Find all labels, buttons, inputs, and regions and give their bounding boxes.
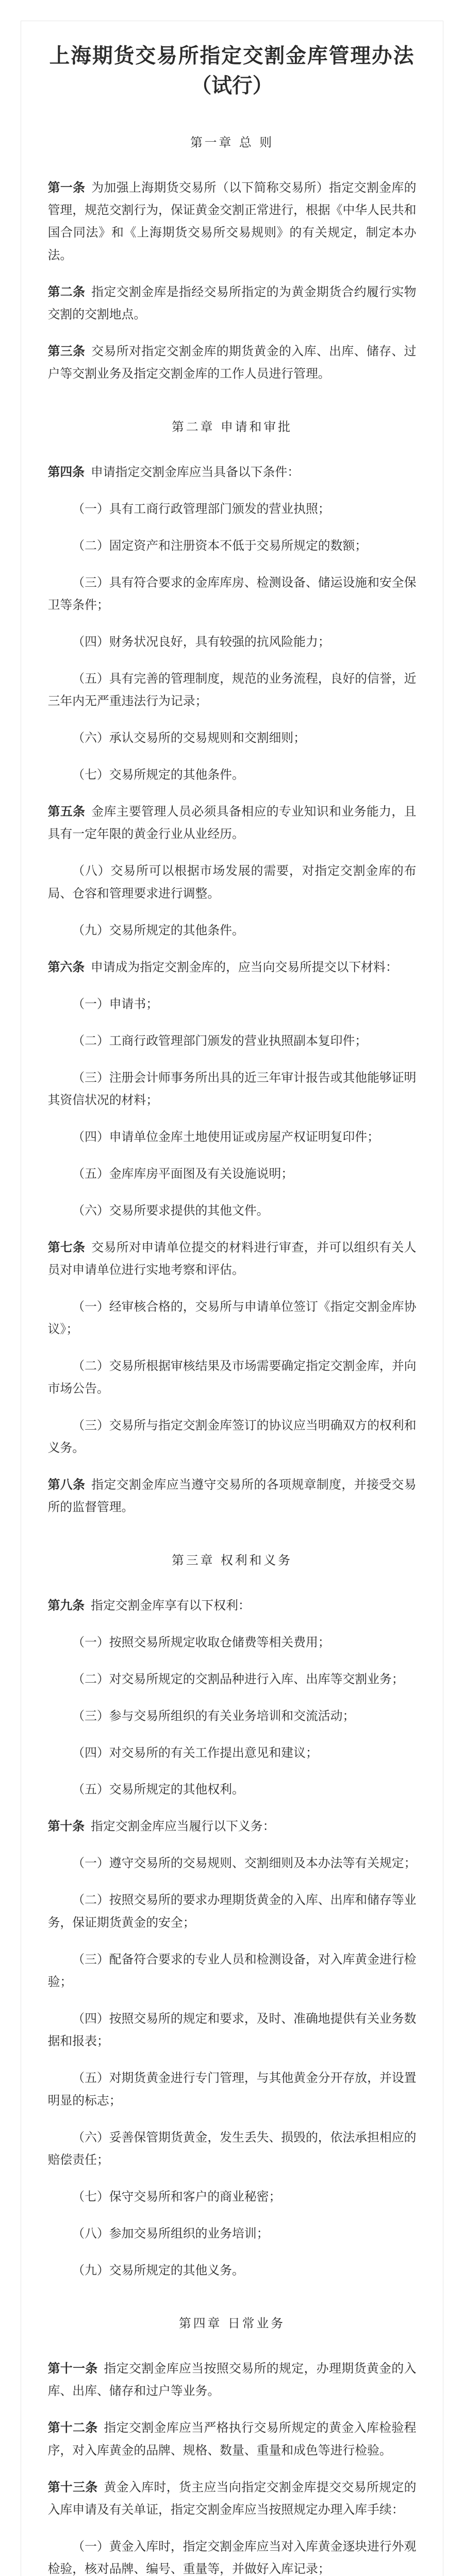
- clause-paragraph: [48, 1414, 417, 1459]
- clause-paragraph: [48, 859, 417, 904]
- article-text: （六）妥善保管期货黄金，发生丢失、损毁的，依法承担相应的赔偿责任；: [47, 2130, 417, 2167]
- clause-paragraph: [48, 1778, 417, 1801]
- article-paragraph: [48, 2476, 417, 2521]
- article-number: 第一条: [47, 180, 86, 195]
- document-subtitle: （试行）: [191, 73, 273, 98]
- clause-paragraph: [48, 1948, 417, 1993]
- article-text: （一）遵守交易所的交易规则、交割细则及本办法等有关规定；: [72, 1856, 417, 1871]
- clause-paragraph: [48, 2535, 417, 2576]
- clause-paragraph: [48, 1199, 417, 1222]
- article-text: （七）交易所规定的其他条件。: [72, 767, 244, 782]
- article-text: （四）财务状况良好，具有较强的抗风险能力；: [72, 634, 330, 649]
- clause-paragraph: [48, 2007, 417, 2052]
- clause-paragraph: [48, 2126, 417, 2171]
- article-text: （三）参与交易所组织的有关业务培训和交流活动；: [72, 1708, 355, 1723]
- clause-paragraph: [48, 1295, 417, 1340]
- article-text: （三）交易所与指定交割金库签订的协议应当明确双方的权利和义务。: [47, 1418, 417, 1455]
- article-number: 第八条: [47, 1477, 86, 1492]
- chapter-heading: 第四章 日常业务: [178, 2316, 286, 2331]
- article-paragraph: [48, 176, 417, 266]
- clause-paragraph: [48, 1029, 417, 1052]
- article-text: 交易所对申请单位提交的材料进行审查，并可以组织有关人员对申请单位进行实地考察和评估。: [47, 1240, 417, 1277]
- article-text: （五）具有完善的管理制度，规范的业务流程，良好的信誉，近三年内无严重违法行为记录；: [47, 671, 417, 708]
- article-paragraph: [48, 461, 417, 483]
- article-text: （三）注册会计师事务所出具的近三年审计报告或其他能够证明其资信状况的材料；: [47, 1070, 417, 1107]
- clause-paragraph: [48, 1852, 417, 1874]
- article-text: 交易所对指定交割金库的期货黄金的入库、出库、储存、过户等交割业务及指定交割金库的工作人员进行管理。: [47, 344, 417, 381]
- article-text: （一）经审核合格的，交易所与申请单位签订《指定交割金库协议》；: [47, 1299, 417, 1336]
- clause-paragraph: [48, 534, 417, 557]
- document-title: 上海期货交易所指定交割金库管理办法: [49, 43, 415, 68]
- article-text: （一）黄金入库时，指定交割金库应当对入库黄金逐块进行外观检验，核对品牌、编号、重量等，并做好入库记录；: [47, 2539, 417, 2576]
- clause-paragraph: [48, 1668, 417, 1690]
- article-text: 指定交割金库是指经交易所指定的为黄金期货合约履行实物交割的交割地点。: [47, 284, 417, 322]
- article-text: （七）保守交易所和客户的商业秘密；: [72, 2189, 281, 2204]
- article-text: （二）按照交易所的要求办理期货黄金的入库、出库和储存等业务，保证期货黄金的安全；: [47, 1892, 417, 1930]
- article-text: （三）具有符合要求的金库库房、检测设备、储运设施和安全保卫等条件；: [47, 575, 417, 612]
- article-number: 第十三条: [47, 2479, 98, 2495]
- article-text: 指定交割金库应当严格执行交易所规定的黄金入库检验程序，对入库黄金的品牌、规格、数量、重量和成色等进行检验。: [47, 2420, 417, 2458]
- clause-paragraph: [48, 498, 417, 520]
- article-text: （六）交易所要求提供的其他文件。: [72, 1203, 269, 1218]
- clause-paragraph: [48, 571, 417, 616]
- article-paragraph: [48, 1236, 417, 1281]
- article-number: 第六条: [47, 959, 85, 974]
- article-text: （六）承认交易所的交易规则和交割细则；: [72, 731, 306, 745]
- article-number: 第十一条: [47, 2361, 98, 2376]
- article-paragraph: [48, 2357, 417, 2402]
- chapter-heading: 第二章 申请和审批: [172, 419, 292, 434]
- article-text: （二）交易所根据审核结果及市场需要确定指定交割金库，并向市场公告。: [47, 1359, 417, 1396]
- article-text: （八）参加交易所组织的业务培训；: [72, 2226, 269, 2241]
- article-number: 第九条: [47, 1598, 85, 1613]
- clause-paragraph: [48, 2259, 417, 2282]
- article-text: （九）交易所规定的其他义务。: [72, 2263, 244, 2278]
- article-text: （四）申请单位金库土地使用证或房屋产权证明复印件；: [72, 1129, 379, 1144]
- article-text: 指定交割金库应当按照交易所的规定，办理期货黄金的入库、出库、储存和过户等业务。: [47, 2361, 417, 2398]
- clause-paragraph: [48, 1066, 417, 1111]
- clause-paragraph: [48, 1162, 417, 1185]
- article-number: 第四条: [47, 464, 85, 479]
- clause-paragraph: [48, 2185, 417, 2208]
- chapter-list: [48, 132, 417, 2576]
- article-text: 金库主要管理人员必须具备相应的专业知识和业务能力，且具有一定年限的黄金行业从业经历。: [47, 804, 417, 841]
- article-text: 申请指定交割金库应当具备以下条件：: [90, 465, 300, 479]
- article-text: （四）按照交易所的规定和要求，及时、准确地提供有关业务数据和报表；: [47, 2011, 417, 2048]
- article-text: （九）交易所规定的其他条件。: [72, 923, 244, 938]
- clause-paragraph: [48, 1126, 417, 1148]
- article-text: （一）申请书；: [72, 996, 159, 1011]
- clause-paragraph: [48, 631, 417, 653]
- clause-paragraph: [48, 1354, 417, 1399]
- clause-paragraph: [48, 919, 417, 942]
- article-text: 申请成为指定交割金库的，应当向交易所提交以下材料：: [90, 960, 398, 974]
- article-text: （五）对期货黄金进行专门管理，与其他黄金分开存放，并设置明显的标志；: [47, 2071, 417, 2108]
- clause-paragraph: [48, 2066, 417, 2111]
- chapter-heading: 第三章 权利和义务: [172, 1553, 292, 1568]
- article-paragraph: [48, 1473, 417, 1518]
- clause-paragraph: [48, 993, 417, 1015]
- article-text: （五）金库库房平面图及有关设施说明；: [72, 1166, 294, 1181]
- clause-paragraph: [48, 764, 417, 786]
- article-paragraph: [48, 956, 417, 978]
- clause-paragraph: [48, 667, 417, 712]
- article-text: 为加强上海期货交易所（以下简称交易所）指定交割金库的管理，规范交割行为，保证黄金交割正常进行，根据《中华人民共和国合同法》和《上海期货交易所交易规则》的有关规定，制定本办法。: [47, 180, 417, 262]
- article-number: 第二条: [47, 284, 86, 299]
- article-text: （二）工商行政管理部门颁发的营业执照副本复印件；: [72, 1033, 368, 1048]
- article-number: 第五条: [47, 804, 86, 819]
- article-text: （八）交易所可以根据市场发展的需要，对指定交割金库的布局、仓容和管理要求进行调整。: [47, 863, 417, 901]
- article-paragraph: [48, 1815, 417, 1838]
- clause-paragraph: [48, 1705, 417, 1727]
- article-text: （二）对交易所规定的交割品种进行入库、出库等交割业务；: [72, 1671, 404, 1686]
- article-paragraph: [48, 281, 417, 326]
- article-text: （一）具有工商行政管理部门颁发的营业执照；: [72, 501, 330, 516]
- article-text: （三）配备符合要求的专业人员和检测设备，对入库黄金进行检验；: [47, 1952, 417, 1989]
- article-number: 第十二条: [47, 2420, 98, 2435]
- document-body: [48, 41, 417, 2576]
- article-number: 第十条: [47, 1818, 85, 1834]
- article-paragraph: [48, 800, 417, 845]
- article-text: 指定交割金库享有以下权利：: [90, 1598, 251, 1613]
- clause-paragraph: [48, 726, 417, 749]
- article-text: 指定交割金库应当遵守交易所的各项规章制度，并接受交易所的监督管理。: [47, 1477, 417, 1515]
- clause-paragraph: [48, 1889, 417, 1934]
- article-paragraph: [48, 2416, 417, 2461]
- article-text: （四）对交易所的有关工作提出意见和建议；: [72, 1745, 318, 1760]
- clause-paragraph: [48, 2222, 417, 2245]
- article-text: （五）交易所规定的其他权利。: [72, 1782, 244, 1797]
- article-paragraph: [48, 1594, 417, 1617]
- article-number: 第七条: [47, 1240, 86, 1255]
- article-paragraph: [48, 340, 417, 385]
- article-text: （二）固定资产和注册资本不低于交易所规定的数额；: [72, 538, 368, 553]
- article-number: 第三条: [47, 343, 86, 359]
- article-text: （一）按照交易所规定收取仓储费等相关费用；: [72, 1635, 330, 1650]
- clause-paragraph: [48, 1741, 417, 1764]
- article-text: 指定交割金库应当履行以下义务：: [90, 1819, 275, 1834]
- chapter-heading: 第一章 总 则: [190, 135, 274, 150]
- article-text: 黄金入库时，货主应当向指定交割金库提交交易所规定的入库申请及有关单证，指定交割金库应当按照规定办理入库手续：: [47, 2480, 417, 2517]
- clause-paragraph: [48, 1631, 417, 1654]
